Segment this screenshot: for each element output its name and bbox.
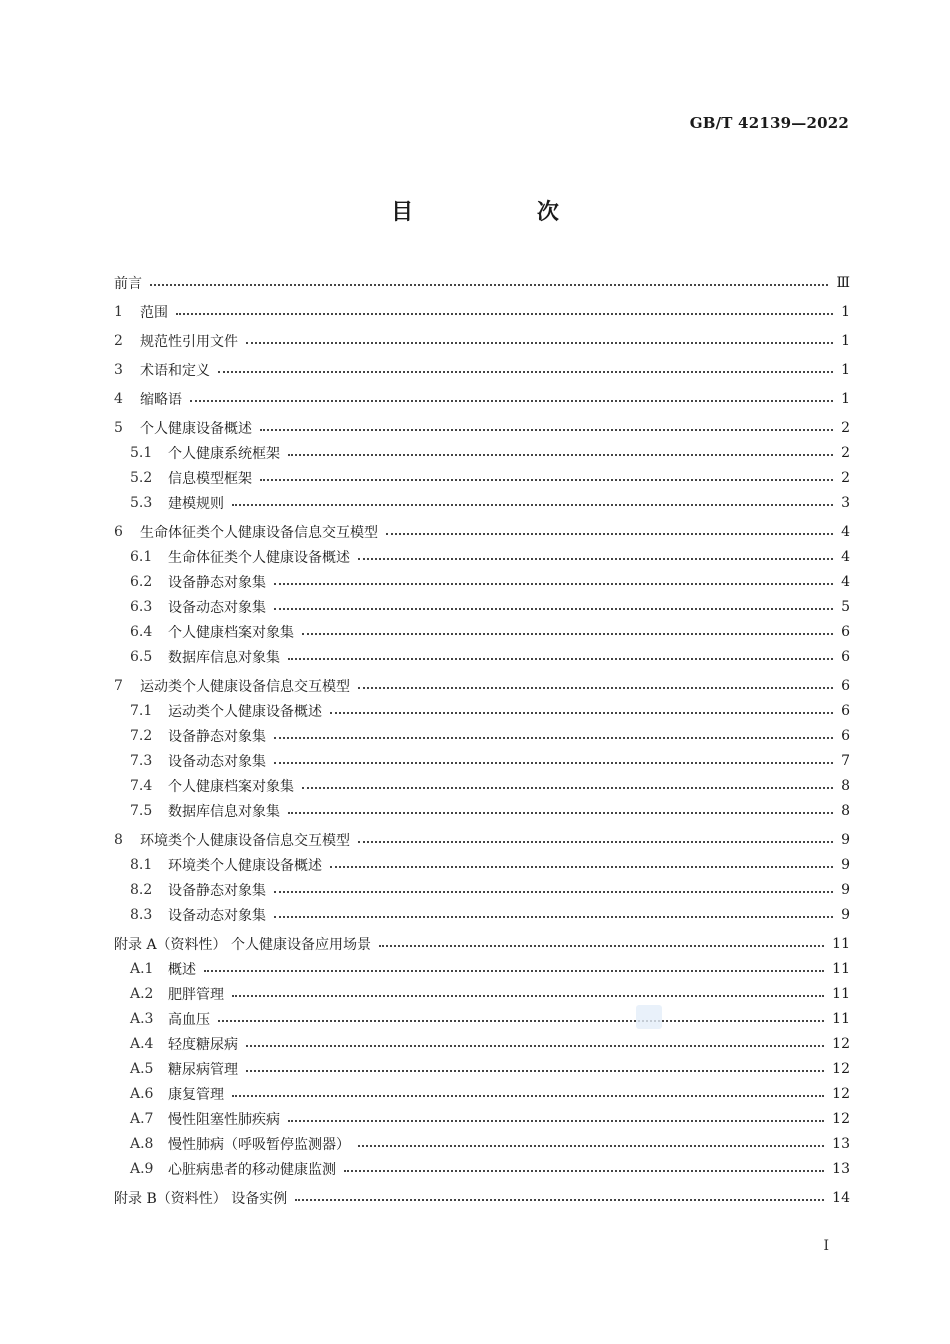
toc-entry-number: 8.1 bbox=[130, 856, 153, 873]
toc-entry-number: 4 bbox=[114, 390, 123, 407]
watermark-mark bbox=[636, 1005, 662, 1029]
page-title: 目 次 bbox=[391, 200, 617, 225]
toc-entry[interactable] bbox=[114, 299, 850, 324]
toc-entry-number: 5 bbox=[114, 419, 123, 436]
toc-entry[interactable] bbox=[114, 490, 850, 515]
toc-entry-title: 范围 bbox=[140, 304, 168, 321]
toc-entry-title: 环境类个人健康设备信息交互模型 bbox=[140, 832, 350, 849]
toc-entry-page: 11 bbox=[832, 935, 850, 952]
toc-entry[interactable] bbox=[114, 619, 850, 644]
toc-entry-title: 概述 bbox=[168, 961, 196, 978]
toc-entry[interactable] bbox=[114, 594, 850, 619]
toc-entry-title: 运动类个人健康设备信息交互模型 bbox=[140, 678, 350, 695]
toc-entry-title: 设备动态对象集 bbox=[168, 599, 266, 616]
toc-entry-number: 6.1 bbox=[130, 548, 153, 565]
toc-entry-page: 14 bbox=[832, 1189, 850, 1206]
toc-leader-dots bbox=[218, 1019, 824, 1022]
toc-entry-title: 高血压 bbox=[168, 1011, 210, 1028]
toc-entry-number: 8.3 bbox=[130, 906, 153, 923]
toc-entry-title: 肥胖管理 bbox=[168, 986, 224, 1003]
toc-entry-number: 8.2 bbox=[130, 881, 153, 898]
toc-entry[interactable] bbox=[114, 1156, 850, 1181]
toc-entry-number: A.1 bbox=[130, 960, 154, 977]
toc-entry-number: 7.5 bbox=[130, 802, 153, 819]
toc-leader-dots bbox=[190, 399, 833, 402]
toc-entry-page: 1 bbox=[841, 303, 850, 320]
toc-entry-number: 7.3 bbox=[130, 752, 153, 769]
toc-leader-dots bbox=[358, 840, 833, 843]
toc-entry[interactable] bbox=[114, 328, 850, 353]
toc-entry-number: A.2 bbox=[130, 985, 154, 1002]
toc-entry-number: 1 bbox=[114, 303, 123, 320]
toc-entry-number: A.3 bbox=[130, 1010, 154, 1027]
toc-entry-number: 7.1 bbox=[130, 702, 153, 719]
toc-entry[interactable] bbox=[114, 357, 850, 382]
toc-entry-title: 数据库信息对象集 bbox=[168, 803, 280, 820]
toc-entry[interactable] bbox=[114, 877, 850, 902]
toc-entry-title: 运动类个人健康设备概述 bbox=[168, 703, 322, 720]
toc-entry[interactable] bbox=[114, 1106, 850, 1131]
toc-entry[interactable] bbox=[114, 1185, 850, 1210]
toc-entry[interactable] bbox=[114, 852, 850, 877]
toc-entry-page: 6 bbox=[841, 623, 850, 640]
toc-entry-page: 11 bbox=[832, 985, 850, 1002]
toc-entry-page: 2 bbox=[841, 444, 850, 461]
toc-entry-title: 生命体征类个人健康设备概述 bbox=[168, 549, 350, 566]
toc-leader-dots bbox=[288, 657, 833, 660]
toc-entry-number: 5.3 bbox=[130, 494, 153, 511]
toc-leader-dots bbox=[218, 370, 833, 373]
toc-entry-page: 5 bbox=[841, 598, 850, 615]
toc-leader-dots bbox=[274, 736, 833, 739]
toc-entry-page: 13 bbox=[832, 1160, 850, 1177]
toc-entry-title: 心脏病患者的移动健康监测 bbox=[168, 1161, 336, 1178]
toc-entry-page: 12 bbox=[832, 1110, 850, 1127]
toc-entry-page: 9 bbox=[841, 856, 850, 873]
toc-entry-page: 11 bbox=[832, 1010, 850, 1027]
toc-leader-dots bbox=[274, 915, 833, 918]
toc-entry-page: 7 bbox=[841, 752, 850, 769]
toc-leader-dots bbox=[260, 428, 833, 431]
toc-leader-dots bbox=[204, 969, 824, 972]
toc-entry[interactable] bbox=[114, 902, 850, 927]
toc-entry[interactable] bbox=[114, 1056, 850, 1081]
toc-entry[interactable] bbox=[114, 698, 850, 723]
toc-entry-number: 7.4 bbox=[130, 777, 153, 794]
toc-entry-title: 生命体征类个人健康设备信息交互模型 bbox=[140, 524, 378, 541]
toc-entry-number: A.5 bbox=[130, 1060, 154, 1077]
toc-entry[interactable] bbox=[114, 386, 850, 411]
toc-entry-page: Ⅲ bbox=[836, 274, 850, 291]
table-of-contents bbox=[114, 270, 850, 1210]
toc-leader-dots bbox=[232, 1094, 824, 1097]
toc-entry-title: 轻度糖尿病 bbox=[168, 1036, 238, 1053]
toc-entry-page: 1 bbox=[841, 361, 850, 378]
toc-leader-dots bbox=[358, 686, 833, 689]
toc-entry[interactable] bbox=[114, 1081, 850, 1106]
toc-entry-number: A.4 bbox=[130, 1035, 154, 1052]
toc-entry-title: 个人健康档案对象集 bbox=[168, 624, 294, 641]
toc-entry[interactable] bbox=[114, 798, 850, 823]
toc-entry[interactable] bbox=[114, 723, 850, 748]
toc-leader-dots bbox=[330, 865, 833, 868]
toc-entry-page: 12 bbox=[832, 1035, 850, 1052]
toc-leader-dots bbox=[246, 1069, 824, 1072]
toc-entry-number: 7.2 bbox=[130, 727, 153, 744]
toc-entry-title: 建模规则 bbox=[168, 495, 224, 512]
toc-leader-dots bbox=[288, 1119, 824, 1122]
toc-entry-number: A.8 bbox=[130, 1135, 154, 1152]
toc-entry-number: A.7 bbox=[130, 1110, 154, 1127]
toc-leader-dots bbox=[274, 607, 833, 610]
toc-entry[interactable] bbox=[114, 544, 850, 569]
toc-leader-dots bbox=[232, 994, 824, 997]
toc-entry-title: 设备动态对象集 bbox=[168, 907, 266, 924]
toc-entry-number: 8 bbox=[114, 831, 123, 848]
toc-entry-page: 8 bbox=[841, 802, 850, 819]
toc-entry-title: 设备静态对象集 bbox=[168, 574, 266, 591]
toc-entry-title: 信息模型框架 bbox=[168, 470, 252, 487]
toc-entry[interactable] bbox=[114, 465, 850, 490]
toc-entry[interactable] bbox=[114, 1131, 850, 1156]
toc-entry-title: 设备静态对象集 bbox=[168, 728, 266, 745]
toc-entry-title: 附录 A（资料性） 个人健康设备应用场景 bbox=[114, 936, 372, 953]
toc-entry-page: 2 bbox=[841, 419, 850, 436]
toc-entry-page: 12 bbox=[832, 1085, 850, 1102]
toc-leader-dots bbox=[288, 453, 833, 456]
toc-entry-page: 3 bbox=[841, 494, 850, 511]
toc-entry[interactable] bbox=[114, 1006, 850, 1031]
toc-entry-page: 11 bbox=[832, 960, 850, 977]
toc-entry[interactable] bbox=[114, 827, 850, 852]
toc-entry-page: 9 bbox=[841, 881, 850, 898]
toc-leader-dots bbox=[386, 532, 833, 535]
toc-entry-title: 设备静态对象集 bbox=[168, 882, 266, 899]
toc-entry-title: 个人健康设备概述 bbox=[140, 420, 252, 437]
toc-entry-page: 1 bbox=[841, 390, 850, 407]
toc-entry-title: 个人健康档案对象集 bbox=[168, 778, 294, 795]
toc-entry-title: 前言 bbox=[114, 275, 142, 292]
toc-entry-title: 慢性阻塞性肺疾病 bbox=[168, 1111, 280, 1128]
toc-entry-title: 慢性肺病（呼吸暂停监测器） bbox=[168, 1136, 350, 1153]
toc-entry[interactable] bbox=[114, 956, 850, 981]
toc-entry-title: 规范性引用文件 bbox=[140, 333, 238, 350]
toc-leader-dots bbox=[302, 632, 833, 635]
toc-entry-title: 糖尿病管理 bbox=[168, 1061, 238, 1078]
toc-entry[interactable] bbox=[114, 931, 850, 956]
toc-entry-number: 6.5 bbox=[130, 648, 153, 665]
toc-entry-title: 附录 B（资料性） 设备实例 bbox=[114, 1190, 288, 1207]
toc-entry-title: 康复管理 bbox=[168, 1086, 224, 1103]
toc-leader-dots bbox=[150, 283, 828, 286]
toc-entry-number: 5.2 bbox=[130, 469, 153, 486]
toc-entry-page: 6 bbox=[841, 702, 850, 719]
toc-entry-page: 2 bbox=[841, 469, 850, 486]
toc-entry-page: 6 bbox=[841, 648, 850, 665]
toc-leader-dots bbox=[246, 1044, 824, 1047]
toc-leader-dots bbox=[274, 761, 833, 764]
standard-code: GB/T 42139—2022 bbox=[689, 114, 849, 132]
toc-entry-number: 6.3 bbox=[130, 598, 153, 615]
toc-entry-page: 8 bbox=[841, 777, 850, 794]
toc-leader-dots bbox=[274, 582, 833, 585]
toc-entry-page: 9 bbox=[841, 906, 850, 923]
toc-entry[interactable] bbox=[114, 440, 850, 465]
toc-entry-page: 1 bbox=[841, 332, 850, 349]
toc-entry-page: 4 bbox=[841, 548, 850, 565]
toc-leader-dots bbox=[358, 557, 833, 560]
toc-entry-page: 9 bbox=[841, 831, 850, 848]
toc-leader-dots bbox=[358, 1144, 824, 1147]
toc-entry-page: 12 bbox=[832, 1060, 850, 1077]
toc-entry-number: A.6 bbox=[130, 1085, 154, 1102]
toc-entry-title: 数据库信息对象集 bbox=[168, 649, 280, 666]
toc-leader-dots bbox=[274, 890, 833, 893]
toc-leader-dots bbox=[302, 786, 833, 789]
toc-entry-title: 个人健康系统框架 bbox=[168, 445, 280, 462]
toc-entry[interactable] bbox=[114, 415, 850, 440]
toc-entry-title: 设备动态对象集 bbox=[168, 753, 266, 770]
toc-entry-number: 2 bbox=[114, 332, 123, 349]
toc-entry-page: 6 bbox=[841, 727, 850, 744]
toc-leader-dots bbox=[246, 341, 833, 344]
toc-leader-dots bbox=[288, 811, 833, 814]
page-number: I bbox=[823, 1238, 829, 1254]
toc-entry-number: A.9 bbox=[130, 1160, 154, 1177]
toc-entry-number: 6.2 bbox=[130, 573, 153, 590]
toc-entry[interactable] bbox=[114, 270, 850, 295]
toc-entry[interactable] bbox=[114, 519, 850, 544]
toc-leader-dots bbox=[379, 944, 824, 947]
toc-leader-dots bbox=[260, 478, 833, 481]
toc-entry-page: 4 bbox=[841, 573, 850, 590]
toc-entry-number: 7 bbox=[114, 677, 123, 694]
toc-entry[interactable] bbox=[114, 644, 850, 669]
toc-entry-title: 环境类个人健康设备概述 bbox=[168, 857, 322, 874]
toc-entry-number: 6 bbox=[114, 523, 123, 540]
toc-leader-dots bbox=[176, 312, 833, 315]
toc-leader-dots bbox=[344, 1169, 824, 1172]
toc-entry[interactable] bbox=[114, 569, 850, 594]
toc-entry[interactable] bbox=[114, 748, 850, 773]
toc-leader-dots bbox=[295, 1198, 824, 1201]
toc-entry-number: 3 bbox=[114, 361, 123, 378]
toc-leader-dots bbox=[330, 711, 833, 714]
toc-entry-page: 6 bbox=[841, 677, 850, 694]
toc-entry[interactable] bbox=[114, 1031, 850, 1056]
toc-entry-page: 4 bbox=[841, 523, 850, 540]
toc-entry-page: 13 bbox=[832, 1135, 850, 1152]
toc-entry[interactable] bbox=[114, 673, 850, 698]
toc-leader-dots bbox=[232, 503, 833, 506]
toc-entry[interactable] bbox=[114, 981, 850, 1006]
toc-entry-number: 5.1 bbox=[130, 444, 153, 461]
toc-entry-title: 术语和定义 bbox=[140, 362, 210, 379]
toc-entry-title: 缩略语 bbox=[140, 391, 182, 408]
toc-entry[interactable] bbox=[114, 773, 850, 798]
toc-entry-number: 6.4 bbox=[130, 623, 153, 640]
